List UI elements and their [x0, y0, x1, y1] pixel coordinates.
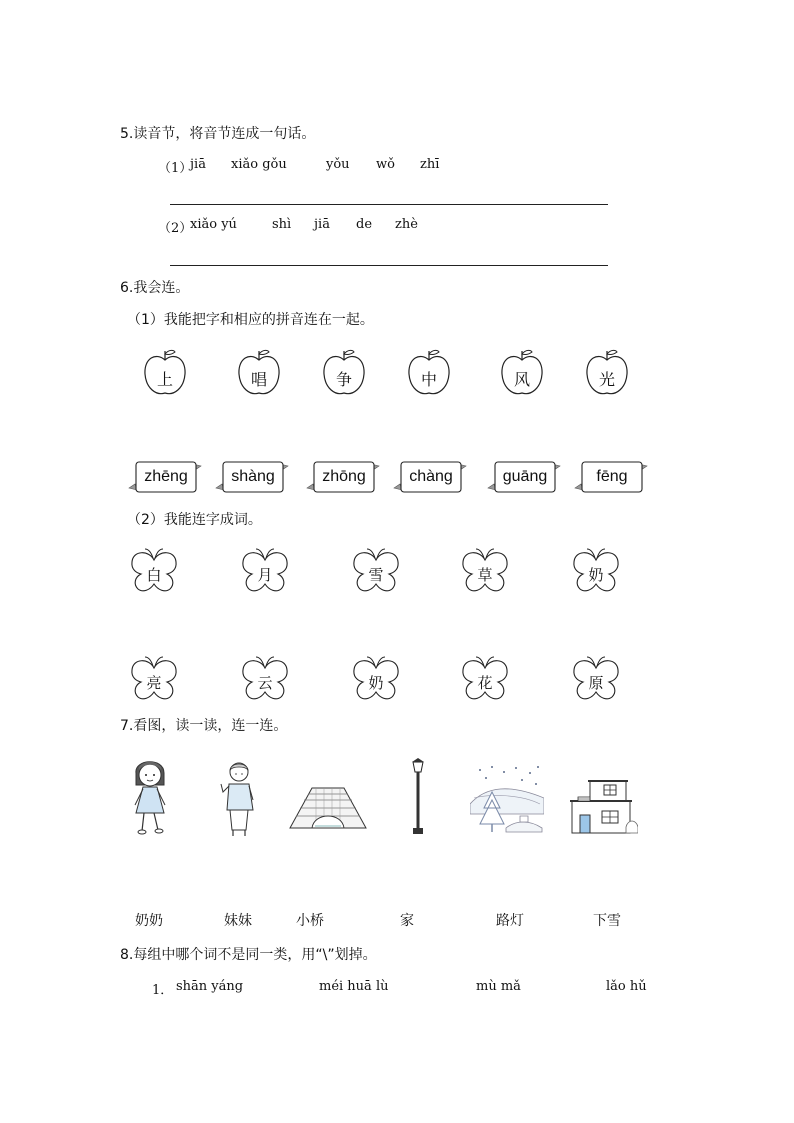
pinyin-label: chàng	[409, 468, 453, 485]
apple-char: 风	[513, 370, 530, 389]
apple-char: 争	[335, 370, 352, 389]
pinyin-label: fēng	[596, 468, 628, 485]
q8-word[interactable]: méi huā lù	[319, 979, 389, 994]
q5-syllable: de	[356, 217, 373, 232]
apple-char: 光	[598, 370, 615, 389]
q8-word[interactable]: shān yáng	[176, 979, 244, 994]
q6-title: 6.我会连。	[120, 280, 190, 296]
apple-char: 上	[156, 370, 173, 389]
answer-line-2[interactable]	[170, 265, 608, 266]
q7-word[interactable]: 妹妹	[224, 913, 252, 929]
q5-syllable: jiā	[190, 157, 206, 172]
q7-word[interactable]: 路灯	[496, 913, 524, 929]
butterfly-card[interactable]	[240, 656, 290, 702]
apple-card[interactable]	[406, 348, 452, 398]
butterfly-card[interactable]	[351, 656, 401, 702]
q5-syllable: xiǎo yú	[190, 217, 237, 232]
apple-card[interactable]	[236, 348, 282, 398]
pinyin-card[interactable]	[486, 460, 562, 494]
pinyin-card[interactable]	[214, 460, 290, 494]
butterfly-card[interactable]	[460, 548, 510, 594]
butterfly-char: 云	[257, 674, 273, 692]
q6-sub2: （2）我能连字成词。	[127, 512, 262, 528]
q7-word[interactable]: 奶奶	[135, 913, 163, 929]
streetlamp-icon[interactable]	[408, 758, 428, 836]
pinyin-label: shàng	[231, 468, 275, 485]
q8-number: 1．	[152, 983, 174, 998]
butterfly-card[interactable]	[460, 656, 510, 702]
apple-char: 中	[420, 370, 437, 389]
butterfly-char: 奶	[588, 566, 604, 584]
house-icon[interactable]	[568, 775, 638, 835]
q8-word[interactable]: lǎo hǔ	[606, 979, 647, 994]
butterfly-char: 亮	[146, 674, 162, 692]
butterfly-char: 花	[477, 674, 493, 692]
butterfly-char: 草	[477, 566, 493, 584]
q7-word[interactable]: 家	[400, 913, 414, 929]
q8-word[interactable]: mù mǎ	[476, 979, 521, 994]
pinyin-label: zhēng	[144, 468, 188, 485]
butterfly-char: 原	[588, 674, 604, 692]
butterfly-card[interactable]	[129, 656, 179, 702]
pinyin-card[interactable]	[573, 460, 649, 494]
q5-item1-number: （1）	[158, 161, 193, 176]
bridge-icon[interactable]	[288, 782, 368, 830]
q6-sub1: （1）我能把字和相应的拼音连在一起。	[127, 312, 374, 328]
pinyin-label: guāng	[502, 468, 548, 485]
butterfly-char: 奶	[368, 674, 384, 692]
q5-syllable: zhè	[395, 217, 418, 232]
q7-title: 7.看图，读一读，连一连。	[120, 718, 288, 734]
pinyin-card[interactable]	[127, 460, 203, 494]
butterfly-card[interactable]	[571, 548, 621, 594]
grandmother-icon[interactable]	[215, 760, 259, 838]
pinyin-label: zhōng	[322, 468, 366, 485]
apple-char: 唱	[250, 370, 267, 389]
snow-scene-icon[interactable]	[470, 764, 544, 834]
butterfly-char: 月	[257, 566, 273, 584]
q5-item2-number: （2）	[158, 221, 193, 236]
apple-card[interactable]	[499, 348, 545, 398]
butterfly-char: 白	[146, 566, 162, 584]
apple-card[interactable]	[321, 348, 367, 398]
q5-syllable: shì	[272, 217, 292, 232]
apple-card[interactable]	[142, 348, 188, 398]
q5-syllable: wǒ	[376, 157, 395, 172]
apple-card[interactable]	[584, 348, 630, 398]
butterfly-card[interactable]	[129, 548, 179, 594]
pinyin-card[interactable]	[305, 460, 381, 494]
q5-syllable: yǒu	[326, 157, 350, 172]
pinyin-card[interactable]	[392, 460, 468, 494]
q5-syllable: jiā	[314, 217, 330, 232]
girl-icon[interactable]	[128, 755, 172, 837]
butterfly-card[interactable]	[571, 656, 621, 702]
butterfly-card[interactable]	[351, 548, 401, 594]
answer-line-1[interactable]	[170, 204, 608, 205]
q7-word[interactable]: 下雪	[593, 913, 621, 929]
q5-syllable: zhī	[420, 157, 440, 172]
q5-title: 5.读音节，将音节连成一句话。	[120, 126, 316, 142]
q7-word[interactable]: 小桥	[296, 913, 324, 929]
butterfly-char: 雪	[368, 566, 384, 584]
butterfly-card[interactable]	[240, 548, 290, 594]
q5-syllable: xiǎo gǒu	[231, 157, 287, 172]
q8-title: 8.每组中哪个词不是同一类，用“\”划掉。	[120, 947, 377, 963]
